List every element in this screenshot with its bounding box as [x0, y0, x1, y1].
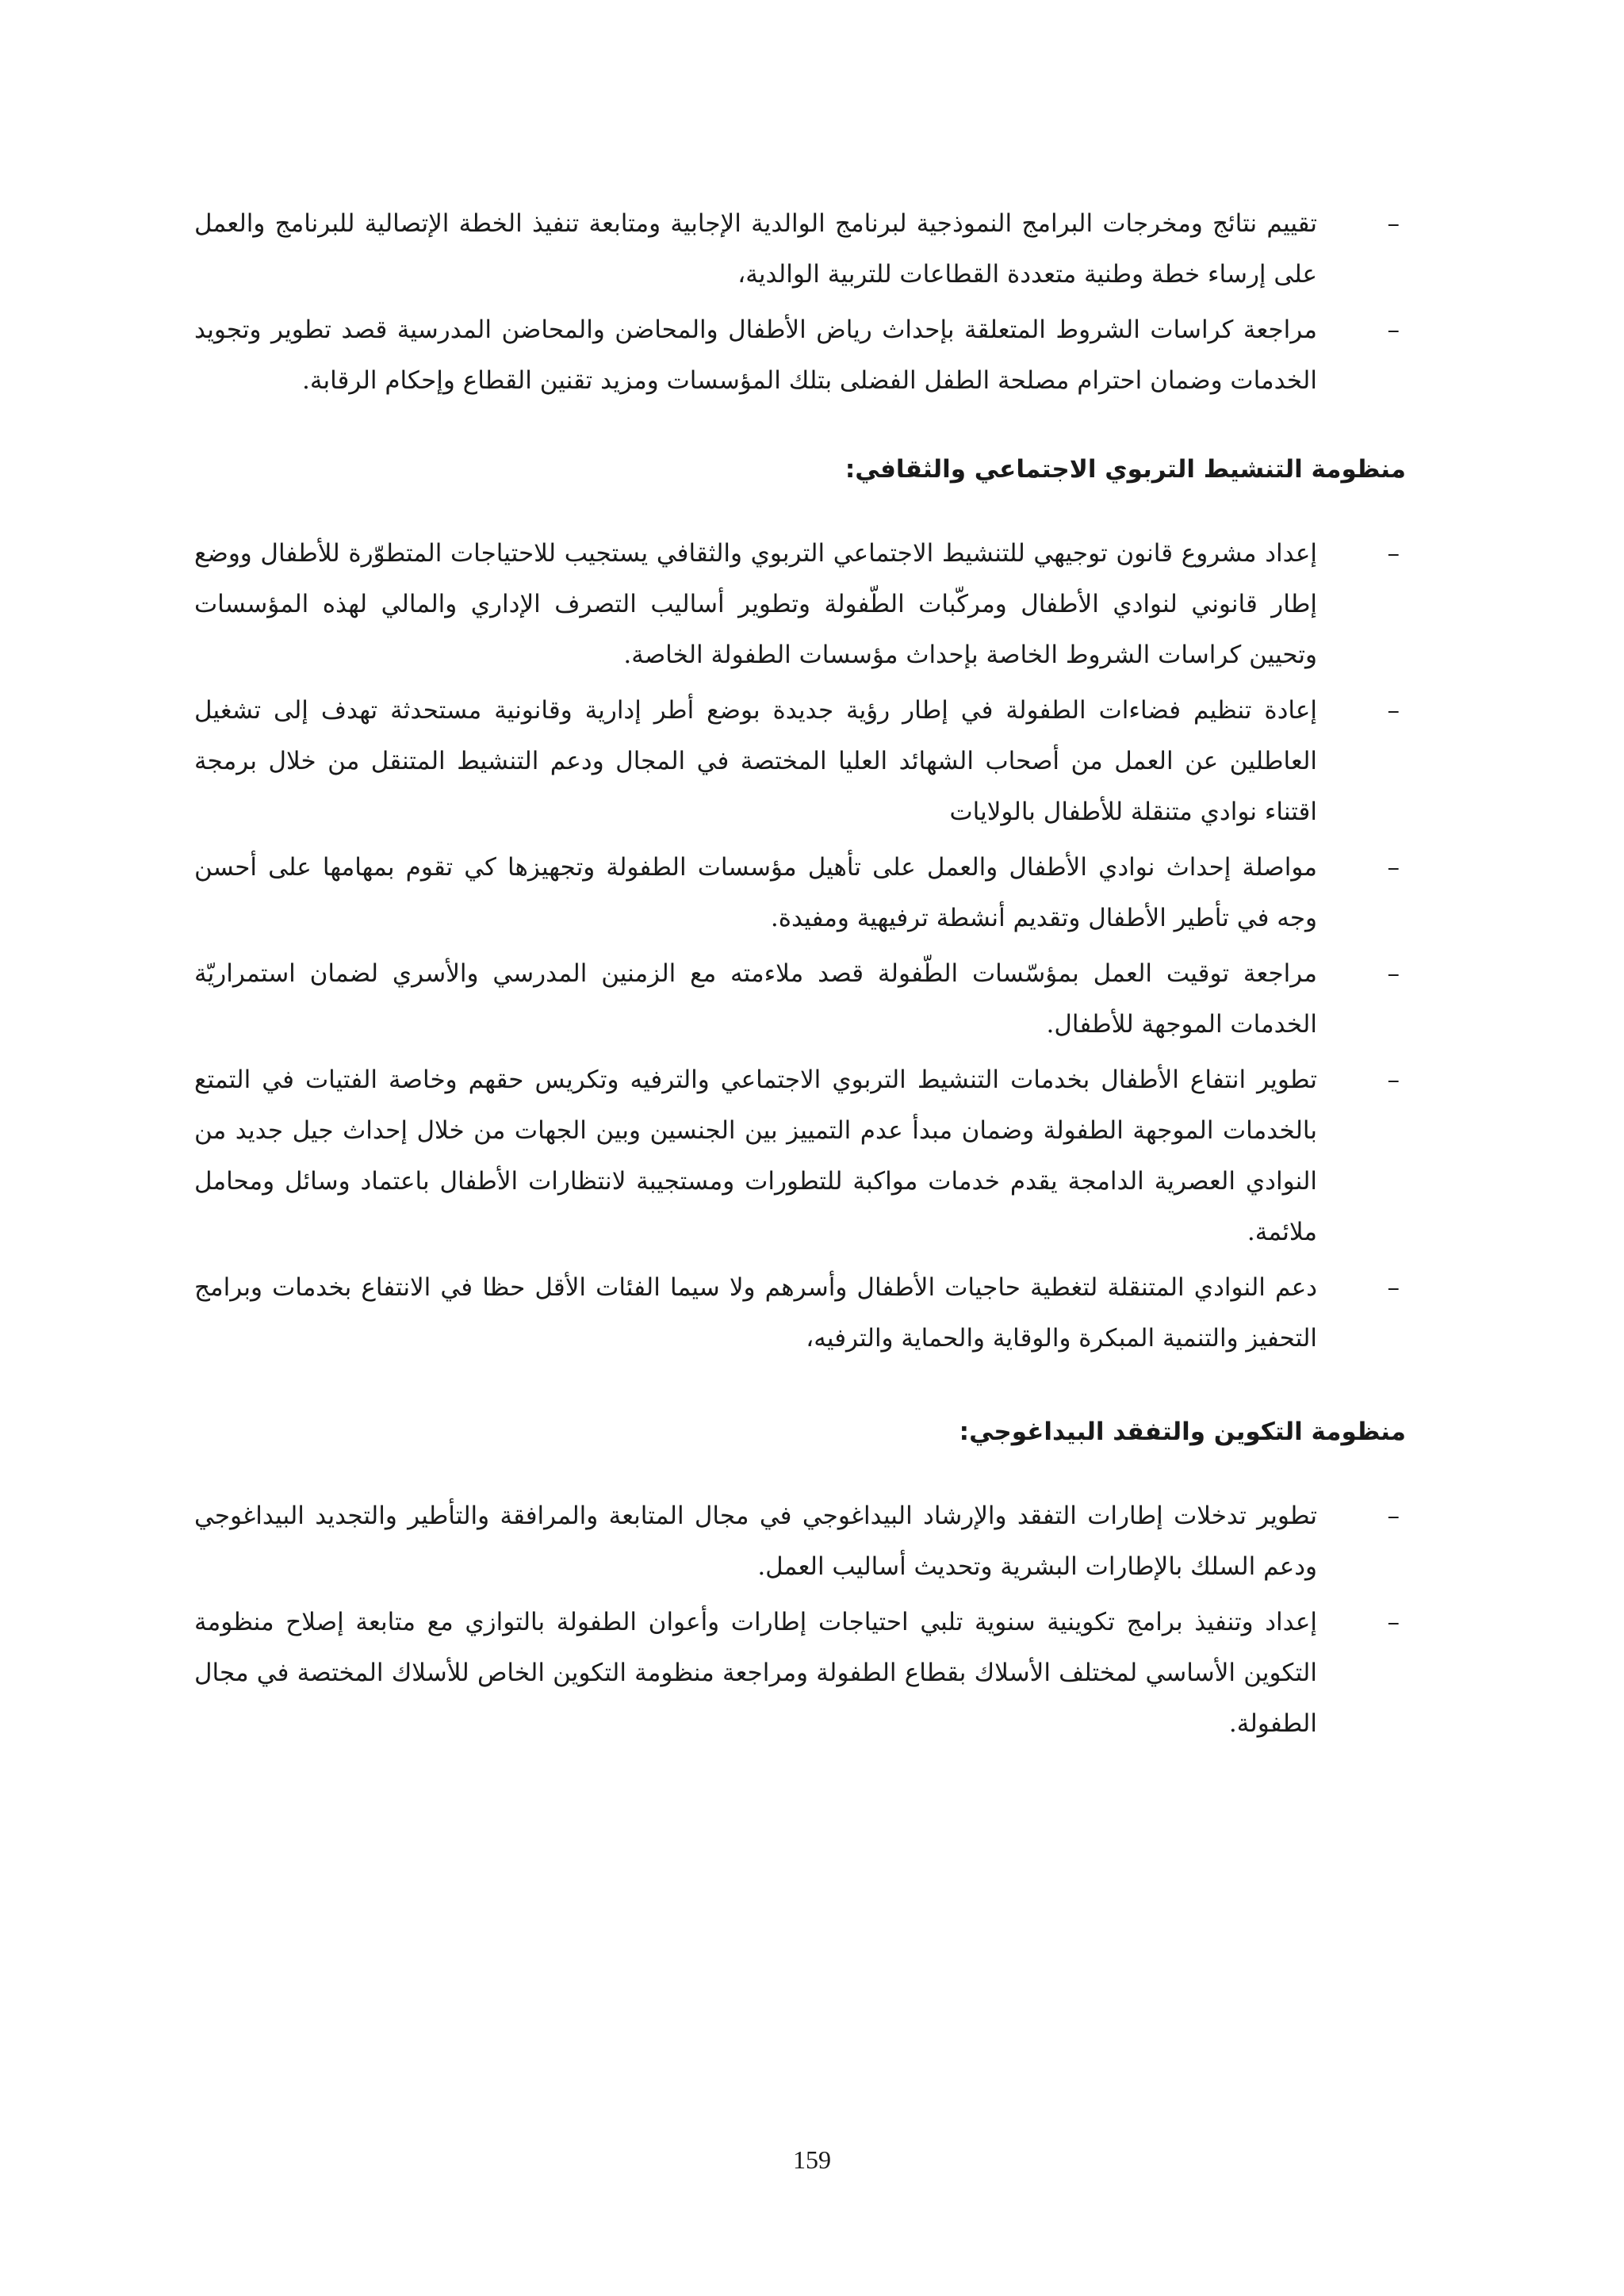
list-item [194, 1054, 1406, 1257]
list-item-text: تطوير تدخلات إطارات التفقد والإرشاد البيداغوجي في مجال المتابعة والمرافقة والتأطير والتجديد البيداغوجي ودعم السلك بالإطارات البشرية وتحديث أساليب العمل. [194, 1502, 1317, 1581]
bullet-dash: – [1387, 316, 1400, 344]
list-item-text: تقييم نتائج ومخرجات البرامج النموذجية لبرنامج الوالدية الإجابية ومتابعة تنفيذ الخطة الإتصالية للبرنامج والعمل على إرساء خطة وطنية متعددة القطاعات للتربية الوالدية، [194, 209, 1317, 289]
bullet-list-animation [194, 528, 1406, 1364]
bullet-dash: – [1387, 539, 1400, 568]
bullet-dash: – [1387, 696, 1400, 725]
list-item [194, 198, 1406, 300]
list-item [194, 842, 1406, 943]
list-item [194, 685, 1406, 837]
list-item-text: تطوير انتفاع الأطفال بخدمات التنشيط التربوي الاجتماعي والترفيه وتكريس حقهم وخاصة الفتيات في التمتع بالخدمات الموجهة الطفولة وضمان مبدأ عدم التمييز بين الجنسين وبين الجهات من خلال إحداث جيل جديد من النوادي العصرية الدامجة يقدم خدمات مواكبة للتطورات ومستجيبة لانتظارات الأطفال باعتماد وسائل ومحامل ملائمة. [194, 1066, 1317, 1246]
list-item-text: دعم النوادي المتنقلة لتغطية حاجيات الأطفال وأسرهم ولا سيما الفئات الأقل حظا في الانتفاع بخدمات وبرامج التحفيز والتنمية المبكرة والوقاية والحماية والترفيه، [194, 1273, 1317, 1353]
list-item [194, 1490, 1406, 1592]
bullet-dash: – [1387, 1066, 1400, 1094]
document-page [194, 198, 1406, 1754]
bullet-dash: – [1387, 853, 1400, 882]
bullet-list-training [194, 1490, 1406, 1749]
bullet-dash: – [1387, 1608, 1400, 1636]
list-item-text: مراجعة توقيت العمل بمؤسّسات الطّفولة قصد ملاءمته مع الزمنين المدرسي والأسري لضمان استمراريّة الخدمات الموجهة للأطفال. [194, 959, 1317, 1039]
list-item-text: مراجعة كراسات الشروط المتعلقة بإحداث رياض الأطفال والمحاضن والمحاضن المدرسية قصد تطوير وتجويد الخدمات وضمان احترام مصلحة الطفل الفضلى بتلك المؤسسات ومزيد تقنين القطاع وإحكام الرقابة. [194, 316, 1317, 395]
list-item [194, 304, 1406, 406]
list-item [194, 1262, 1406, 1364]
list-item-text: إعادة تنظيم فضاءات الطفولة في إطار رؤية جديدة بوضع أطر إدارية وقانونية مستحدثة تهدف إلى تشغيل العاطلين عن العمل من أصحاب الشهائد العليا المختصة في المجال ودعم التنشيط المتنقل من خلال برمجة اقتناء نوادي متنقلة للأطفال بالولايات [194, 696, 1317, 826]
section-heading-animation: منظومة التنشيط التربوي الاجتماعي والثقافي: [845, 455, 1406, 484]
list-item [194, 528, 1406, 680]
list-item [194, 1597, 1406, 1749]
list-item-text: إعداد مشروع قانون توجيهي للتنشيط الاجتماعي التربوي والثقافي يستجيب للاحتياجات المتطوّرة للأطفال ووضع إطار قانوني لنوادي الأطفال ومركّبات الطّفولة وتطوير أساليب التصرف الإداري والمالي لهذه المؤسسات وتحيين كراسات الشروط الخاصة بإحداث مؤسسات الطفولة الخاصة. [194, 539, 1317, 669]
list-item [194, 948, 1406, 1050]
list-item-text: مواصلة إحداث نوادي الأطفال والعمل على تأهيل مؤسسات الطفولة وتجهيزها كي تقوم بمهامها على أحسن وجه في تأطير الأطفال وتقديم أنشطة ترفيهية ومفيدة. [194, 853, 1317, 932]
section-heading-training: منظومة التكوين والتفقد البيداغوجي: [959, 1418, 1406, 1446]
bullet-dash: – [1387, 1273, 1400, 1302]
page-number: 159 [793, 2145, 831, 2174]
bullet-list-intro [194, 198, 1406, 406]
bullet-dash: – [1387, 1502, 1400, 1530]
bullet-dash: – [1387, 959, 1400, 988]
list-item-text: إعداد وتنفيذ برامج تكوينية سنوية تلبي احتياجات إطارات وأعوان الطفولة بالتوازي مع متابعة إصلاح منظومة التكوين الأساسي لمختلف الأسلاك بقطاع الطفولة ومراجعة منظومة التكوين الخاص للأسلاك المختصة في مجال الطفولة. [194, 1608, 1317, 1738]
bullet-dash: – [1387, 209, 1400, 238]
